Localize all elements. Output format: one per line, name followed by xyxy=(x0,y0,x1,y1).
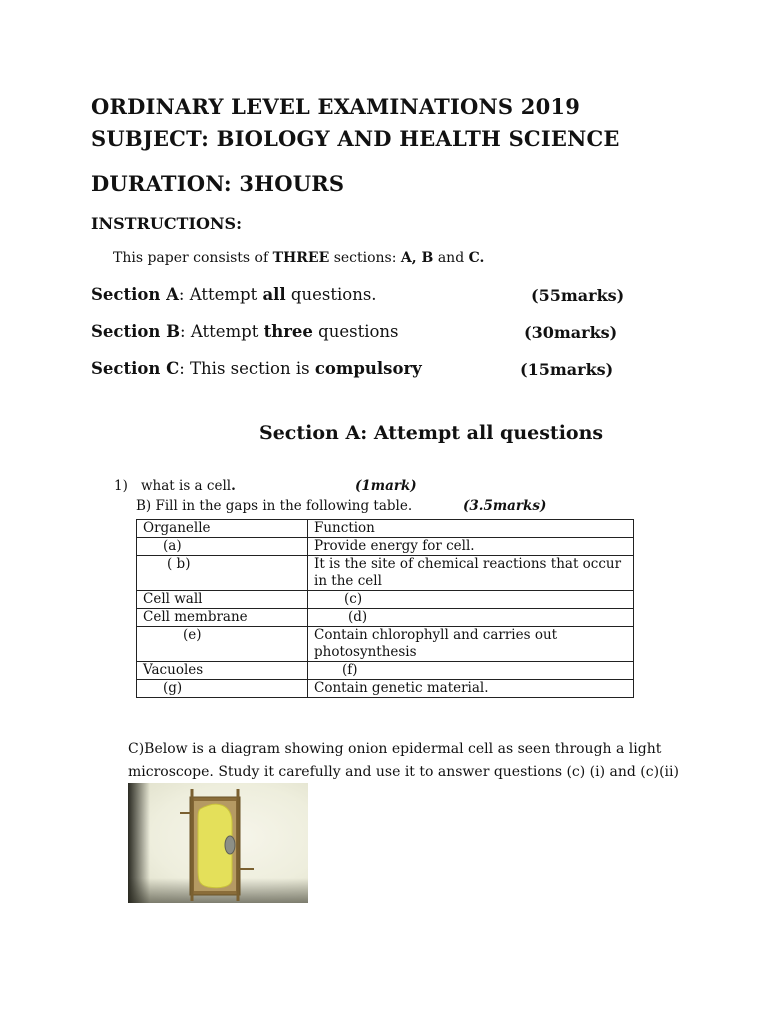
section-c-marks: (15marks) xyxy=(520,360,614,379)
exam-title: ORDINARY LEVEL EXAMINATIONS 2019 xyxy=(91,94,581,119)
table-header-row xyxy=(137,520,634,538)
section-name: Section C xyxy=(91,359,180,378)
table-cell: (c) xyxy=(308,591,634,609)
table-row xyxy=(137,538,634,556)
table-cell: (e) xyxy=(137,627,308,662)
section-text: questions xyxy=(312,322,399,341)
section-emphasis: compulsory xyxy=(314,359,422,378)
table-cell: (f) xyxy=(308,662,634,680)
question-1-label: what is a cell xyxy=(141,478,232,494)
question-number: 1) xyxy=(114,478,128,494)
duration: DURATION: 3HOURS xyxy=(91,171,345,196)
section-emphasis: all xyxy=(262,285,286,304)
section-a-title: Section A: Attempt all questions xyxy=(259,422,604,444)
intro-section-c: C. xyxy=(468,250,485,266)
table-cell: (d) xyxy=(308,609,634,627)
question-1b-text: B) Fill in the gaps in the following table. xyxy=(136,498,413,514)
section-text: : This section is xyxy=(179,359,315,378)
table-row xyxy=(137,627,634,662)
table-cell: (g) xyxy=(137,680,308,698)
section-text: : Attempt xyxy=(178,285,263,304)
table-cell: Contain chlorophyll and carries out photosynthesis xyxy=(308,627,634,662)
table-row xyxy=(137,662,634,680)
intro-sections: A, B xyxy=(400,250,434,266)
section-name: Section B xyxy=(91,322,181,341)
intro-text: sections: xyxy=(329,250,401,266)
question-1-text xyxy=(141,478,236,494)
section-a-rule xyxy=(91,285,377,304)
section-a-marks: (55marks) xyxy=(531,286,625,305)
table-header-cell: Organelle xyxy=(137,520,308,538)
table-cell: Cell membrane xyxy=(137,609,308,627)
organelle-table xyxy=(136,519,634,698)
onion-cell-image xyxy=(128,783,308,903)
section-b-marks: (30marks) xyxy=(524,323,618,342)
question-1-dot: . xyxy=(231,478,236,494)
intro-text: and xyxy=(433,250,469,266)
subject-title: SUBJECT: BIOLOGY AND HEALTH SCIENCE xyxy=(91,126,620,151)
section-text: : Attempt xyxy=(180,322,264,341)
section-b-rule xyxy=(91,322,399,341)
table-row xyxy=(137,680,634,698)
question-1b-marks: (3.5marks) xyxy=(463,498,547,514)
section-text: questions. xyxy=(285,285,377,304)
section-emphasis: three xyxy=(263,322,313,341)
section-c-rule xyxy=(91,359,422,378)
table-cell: Cell wall xyxy=(137,591,308,609)
table-header-cell: Function xyxy=(308,520,634,538)
table-cell: It is the site of chemical reactions that occur in the cell xyxy=(308,556,634,591)
intro-text: This paper consists of xyxy=(113,250,273,266)
onion-cell-drawing xyxy=(128,783,308,903)
table-row xyxy=(137,591,634,609)
table-cell: Vacuoles xyxy=(137,662,308,680)
table-row xyxy=(137,556,634,591)
table-cell: (a) xyxy=(137,538,308,556)
table-row xyxy=(137,609,634,627)
table-cell: Provide energy for cell. xyxy=(308,538,634,556)
question-1c-line1: C)Below is a diagram showing onion epidermal cell as seen through a light xyxy=(128,741,662,757)
table-cell: ( b) xyxy=(137,556,308,591)
question-1-marks: (1mark) xyxy=(355,478,417,494)
intro-three: THREE xyxy=(272,250,330,266)
instructions-heading: INSTRUCTIONS: xyxy=(91,214,242,233)
nucleus xyxy=(225,836,235,854)
paper-intro xyxy=(113,250,484,266)
section-name: Section A xyxy=(91,285,179,304)
question-1c-line2: microscope. Study it carefully and use it to answer questions (c) (i) and (c)(ii) xyxy=(128,764,679,780)
table-cell: Contain genetic material. xyxy=(308,680,634,698)
